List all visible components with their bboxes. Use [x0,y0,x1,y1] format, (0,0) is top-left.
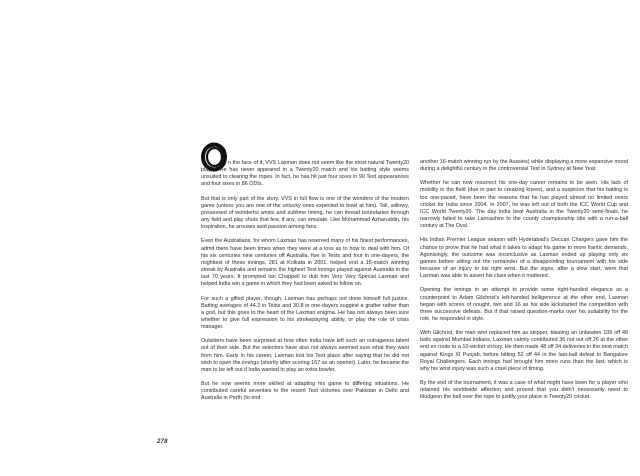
paragraph: Even the Australians, for whom Laxman has reserved many of his finest performances, admit there have been times when they were at a loss as to how to deal with him. Of his six centuries nine centuries off Australia, five in Tests and four in one-dayers, the mightiest of these innings, 281 at Kolkata in 2001, helped end a 16-match winning streak by Australia and remains the highest Test innings played against Australia in the last 70 years. It prompted Ian Chappell to dub him Very Very Special Laxman and helped India win a game in which they had been asked to follow on. [201,238,409,288]
paragraph: Opening the innings in an attempt to provide some right-handed elegance as a counterpoint to Adam Gilchrist's left-handed belligerence at the other end, Laxman began with scores of nought, two and 16 as his side kickstarted the competition with three successive defeats. But if that raised question-marks over his suitability for the role, he responded in style. [420,287,628,322]
paragraph: n the face of it, VVS Laxman does not seem like the most natural Twenty20 player. He has never appeared in a Twenty20 match and his batting style seems unsuited to clearing the ropes. In fact, he has hit just four sixes in 90 Test appearances and four sixes in 86 ODIs. [201,160,409,188]
paragraph: Whether he can now resurrect his one-day career remains to be seen. His lack of mobility in the field (due in part to creaking knees), and a suspicion that his batting is too one-paced, have been the reasons that he has played almost no limited overs cricket for India since 2004. In 2007, he was left out of both the ICC World Cup and ICC World Twenty20. The day India beat Australia in the Twenty20 semi-finals, he narrowly failed to take Lancashire to the county championship title with a run-a-ball century at The Oval. [420,180,628,230]
paragraph: But that is only part of the story. VVS in full flow is one of the wonders of the modern game (unless you are one of the unlucky ones expected to bowl at him). Tall, willowy, possessed of wonderful wrists and sublime timing, he can thread boundaries through any field and play shots that few, if any, can emulate. Like Mohammad Azharuddin, his inspiration, he arouses avid passion among fans. [201,195,409,231]
page-number: 278 [157,439,168,445]
paragraph: By the end of the tournament, it was a case of what might have been for a player who retained his worldwide affection and proved that you didn't necessarily need to bludgeon the ball over the rope to justify your place in Twenty20 cricket. [420,380,628,401]
paragraph: another 16-match winning run by the Aussies) while displaying a more expansive mood during a delightful century in the controversial Test in Sydney at New Year. [420,159,628,173]
paragraph: With Gilchrist, the man who replaced him as skipper, blasting an unbeaten 109 off 48 balls against Mumbai Indians, Laxman calmly contributed 36 not out off 26 at the other end en route to a 10-wicket victory. He then made 48 off 34 deliveries in the next match against Kings XI Punjab, before hitting 52 off 44 in the last-ball defeat to Bangalore Royal Challengers. Each innings had brought him more runs than the last, which is why his wrist injury was such a cruel piece of timing. [420,330,628,372]
paragraph: But he now seems more skilled at adapting his game to differing situations. He contributed careful seventies to the recent Test victories over Pakistan in Delhi and Australia in Perth (to end [201,381,409,402]
paragraph: His Indian Premier League season with Hyderabad's Deccan Chargers gave him the chance to prove that he had what it takes to adapt his game to more frantic demands. Agonisingly, the outcome was inconclusive as Laxman ended up playing only six games before sitting out the remainder of a disappointing tournament with his side because of an injury to his right wrist. But the signs, after a slow start, were that Laxman was able to assert his class when it mattered. [420,237,628,280]
paragraph: Outsiders have been surprised at how often India have left such an outrageous talent out of their side. But the selectors have also not always seemed sure what they want from him. Early in his career, Laxman lost his Test place after saying that he did not wish to open the innings (shortly after scoring 167 as an opener). Later, he became the man to be left out if India wanted to play an extra bowler. [201,338,409,373]
left-column [201,160,409,410]
paragraph: For such a gifted player, though, Laxman has perhaps not done himself full justice. Batting averages of 44.2 in Tests and 30.8 in one-dayers suggest a grafter rather than a god, but this goes to the heart of the Laxman enigma. He has not always been sure whether to give full expression to his strokeplaying ability, or play the role of crisis manager. [201,295,409,331]
right-column [420,159,628,409]
